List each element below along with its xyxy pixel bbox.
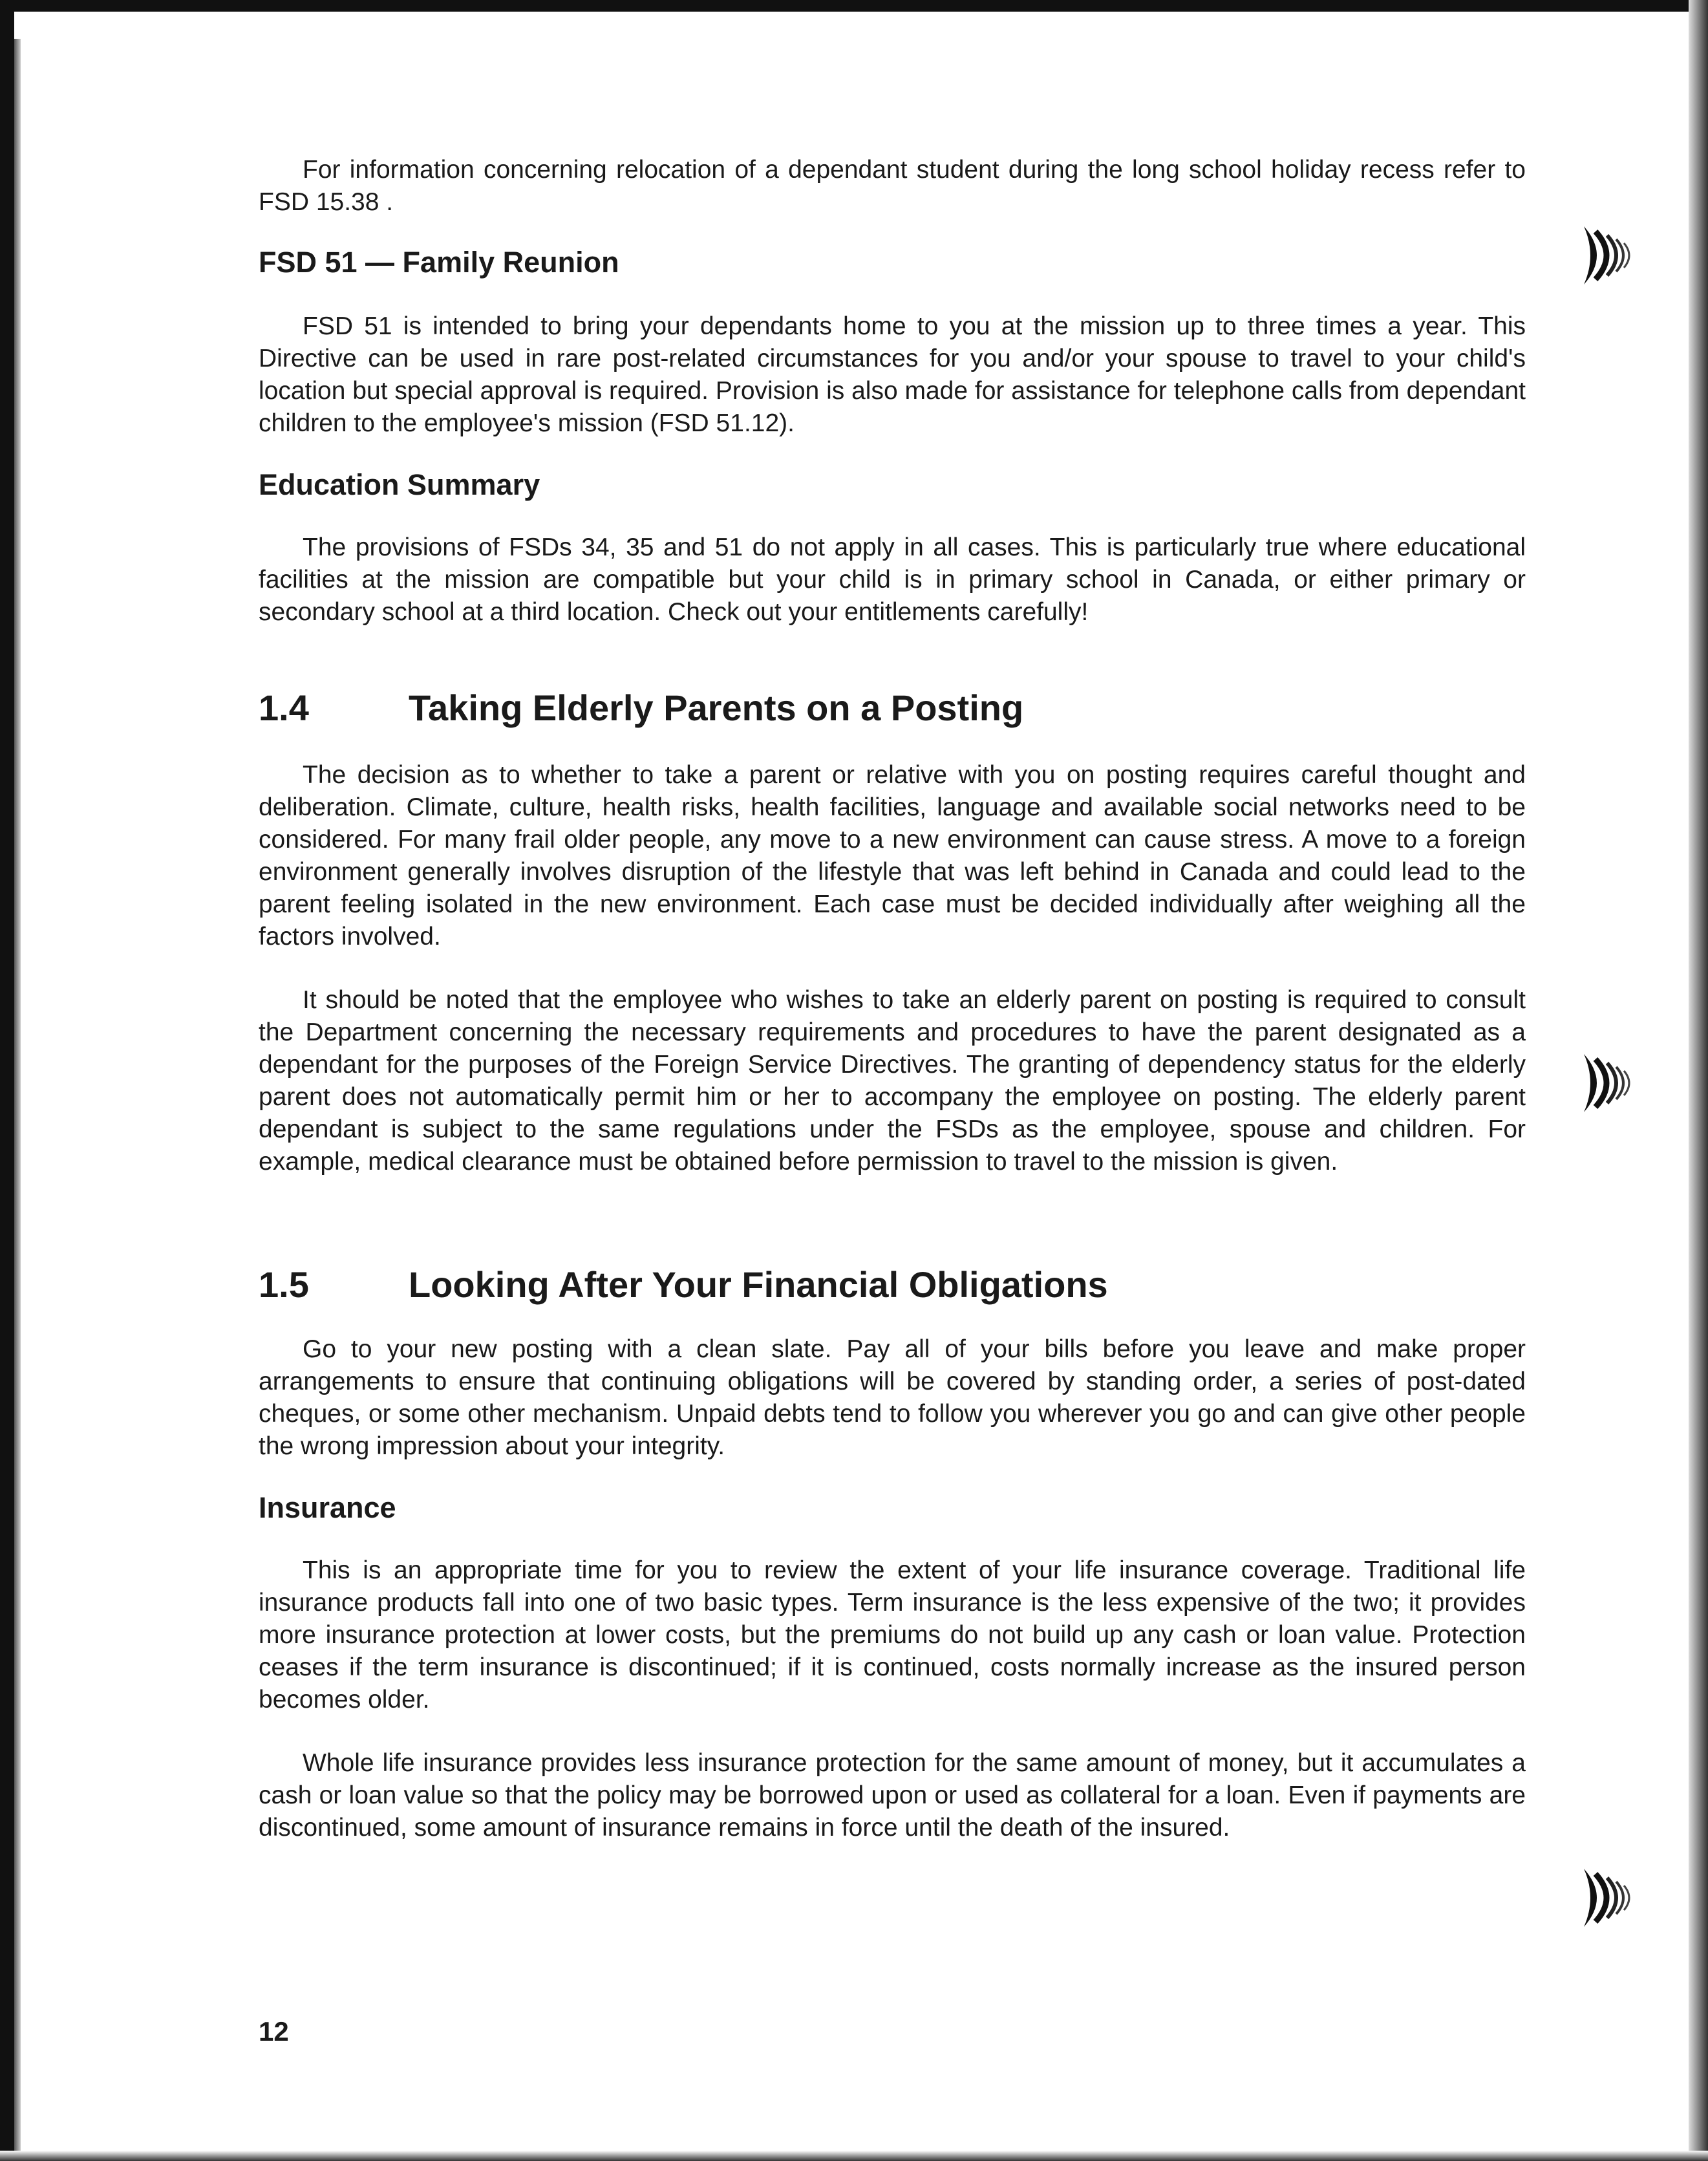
heading-education-summary: Education Summary [259, 468, 540, 501]
scan-border-top [0, 0, 1708, 12]
section-1-4-paragraph-1: The decision as to whether to take a parent or relative with you on posting requires careful thought and deliberation. Climate, culture, health risks, health facilities, language and available social networks need to be considered. For many frail older people, any move to a new environment can cause stress. A move to a foreign environment generally involves disruption of the lifestyle that was left behind in Canada and could lead to the parent feeling isolated in the new environment. Each case must be decided individually after weighing all the factors involved. [259, 761, 1526, 951]
heading-fsd51: FSD 51 — Family Reunion [259, 246, 619, 279]
scan-border-left-shadow [14, 39, 21, 2153]
section-1-5-paragraph-1: Go to your new posting with a clean slate. Pay all of your bills before you leave and make proper arrangements to ensure that continuing obligations will be covered by standing order, a series of post-dated cheques, or some other mechanism. Unpaid debts tend to follow you wherever you go and can give other people the wrong impression about your integrity. [259, 1335, 1526, 1460]
insurance-paragraph-1: This is an appropriate time for you to review the extent of your life insurance coverage. Traditional life insurance products fall into one of two basic types. Term insurance is the less expensive of the two; it provides more insurance protection at lower costs, but the premiums do not build up any cash or loan value. Protection ceases if the term insurance is discontinued; if it is continued, costs normally increase as the insured person becomes older. [259, 1556, 1526, 1714]
scan-border-bottom [0, 2151, 1708, 2161]
section-title: Taking Elderly Parents on a Posting [409, 687, 1024, 728]
section-number: 1.4 [259, 687, 309, 728]
scan-border-left [0, 0, 14, 2161]
page-number: 12 [259, 2016, 289, 2047]
insurance-paragraph-2: Whole life insurance provides less insurance protection for the same amount of money, but it accumulates a cash or loan value so that the policy may be borrowed upon or used as collateral for a loan. Even if payments are discontinued, some amount of insurance remains in force until the death of the insured. [259, 1749, 1526, 1842]
section-title: Looking After Your Financial Obligations [409, 1264, 1108, 1305]
fsd51-paragraph: FSD 51 is intended to bring your dependants home to you at the mission up to three times a year. This Directive can be used in rare post-related circumstances for you and/or your spouse to travel to your child's location but special approval is required. Provision is also made for assistance for telephone calls from dependant children to the employee's mission (FSD 51.12). [259, 312, 1526, 437]
section-1-4-paragraph-2: It should be noted that the employee who wishes to take an elderly parent on posting is required to consult the Department concerning the necessary requirements and procedures to have the parent designated as a dependant for the purposes of the Foreign Service Directives. The granting of dependency status for the elderly parent does not automatically permit him or her to accompany the employee on posting. The elderly parent dependant is subject to the same regulations under the FSDs as the employee, spouse and children. For example, medical clearance must be obtained before permission to travel to the mission is given. [259, 986, 1526, 1176]
heading-insurance: Insurance [259, 1491, 396, 1524]
sound-wave-icon [1571, 220, 1642, 291]
section-heading-1-4 [259, 685, 1526, 731]
section-number: 1.5 [259, 1264, 309, 1305]
sound-wave-icon [1571, 1862, 1642, 1933]
section-heading-1-5 [259, 1262, 1526, 1307]
education-summary-paragraph: The provisions of FSDs 34, 35 and 51 do not apply in all cases. This is particularly true where educational facilities at the mission are compatible but your child is in primary school in Canada, or either primary or secondary school at a third location. Check out your entitlements carefully! [259, 533, 1526, 626]
page-content [259, 154, 1526, 1844]
intro-paragraph: For information concerning relocation of a dependant student during the long school holiday recess refer to FSD 15.38 . [259, 156, 1526, 216]
scan-border-right [1689, 0, 1708, 2161]
sound-wave-icon [1571, 1048, 1642, 1119]
